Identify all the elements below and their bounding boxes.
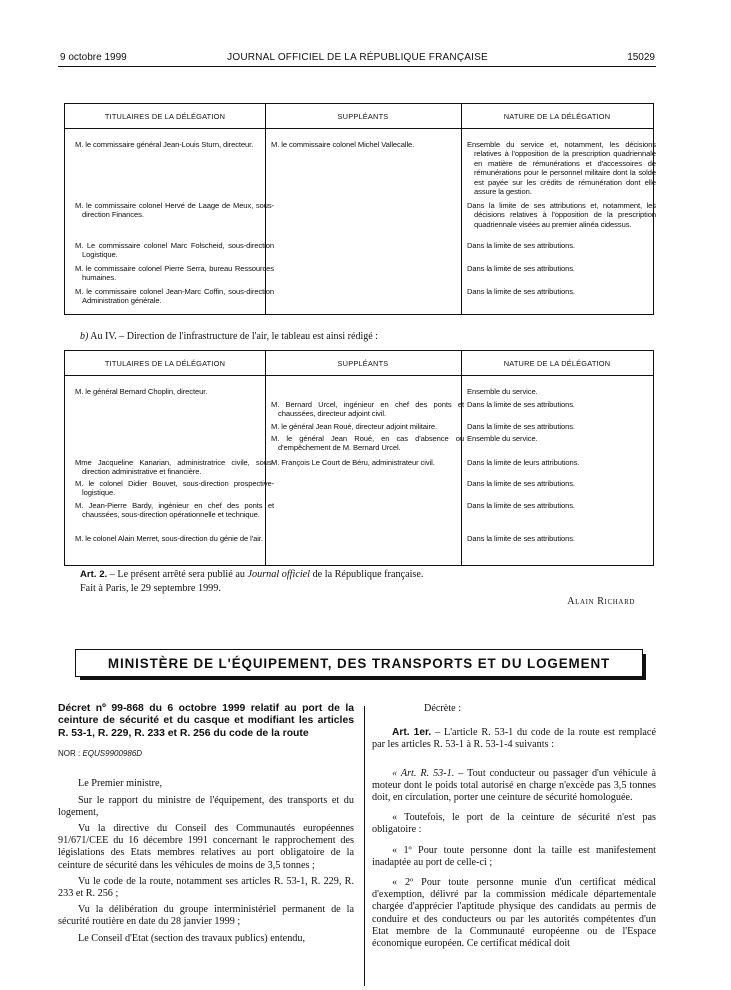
article-2: [80, 569, 423, 581]
article-2-text-a: – Le présent arrêté sera publié au: [107, 569, 248, 580]
table-cell: M. le commissaire colonel Michel Vallecalle.: [271, 140, 415, 149]
nor-label: NOR :: [58, 749, 83, 759]
decree-paragraph: Vu la délibération du groupe interministériel permanent de la sécurité routière en date du 28 janvier 1999 ;: [58, 904, 354, 928]
table-cell: M. Bernard Urcel, ingénieur en chef des ponts et chaussées, directeur adjoint civil.: [271, 400, 464, 419]
col-header-suppleants: SUPPLÉANTS: [337, 359, 389, 368]
table-cell: Dans la limite de ses attributions.: [467, 400, 575, 409]
article-r53-1-label: « Art. R. 53-1.: [392, 767, 455, 779]
table-cell: Dans la limite de ses attributions.: [467, 241, 575, 250]
table-cell: Dans la limite de ses attributions et, notamment, les décisions relatives à l'opposition de la prescription quadriennale visées au premier alinéa cidessus.: [467, 201, 656, 229]
table-cell: Dans la limite de ses attributions.: [467, 479, 575, 488]
delegation-table-2: [64, 350, 654, 566]
table-header-row: [65, 104, 653, 129]
nor-value: EQUS9900986D: [82, 749, 143, 759]
header-rule: [58, 66, 656, 67]
page-number: 15029: [627, 52, 655, 63]
table-cell: M. le colonel Didier Bouvet, sous-direction prospective-logistique.: [75, 479, 274, 498]
table-header-row: [65, 351, 653, 376]
article-1: [372, 727, 656, 751]
signature: [567, 596, 635, 607]
decree-paragraph: Le Premier ministre,: [78, 778, 163, 790]
decree-paragraph: Sur le rapport du ministre de l'équipement, des transports et du logement,: [58, 794, 354, 818]
table-cell: M. le général Bernard Choplin, directeur.: [75, 387, 208, 396]
table-cell: M. François Le Court de Béru, administrateur civil.: [271, 458, 435, 467]
decree-left-column: [58, 703, 354, 945]
table-cell: Dans la limite de ses attributions.: [467, 264, 575, 273]
decree-right-column: [372, 703, 656, 950]
ministry-banner: [75, 649, 643, 677]
nor-reference: [58, 748, 354, 760]
table-cell: Mme Jacqueline Kanarian, administratrice civile, sous-direction administrative et financière.: [75, 458, 274, 477]
decree-title: Décret nº 99-868 du 6 octobre 1999 relatif au port de la ceinture de sécurité et du casque et modifiant les articles R. 53-1, R. 229, R. 233 et R. 256 du code de la route: [58, 703, 354, 739]
signature-name: Alain Richard: [567, 596, 635, 607]
table-cell: Dans la limite de leurs attributions.: [467, 458, 580, 467]
col-header-suppleants: SUPPLÉANTS: [337, 112, 389, 121]
article-1-label: Art. 1er.: [392, 727, 432, 739]
decree-paragraph: Vu la directive du Conseil des Communautés européennes 91/671/CEE du 16 décembre 1991 concernant le rapprochement des législations des Etats membres relatives au port obligatoire de la ceinture de sécurité dans les véhicules de moins de 3,5 tonnes ;: [58, 823, 354, 871]
col-header-nature: NATURE DE LA DÉLÉGATION: [503, 359, 611, 368]
table-cell: M. Le commissaire colonel Marc Folscheid, sous-direction Logistique.: [75, 241, 274, 260]
table-cell: Dans la limite de ses attributions.: [467, 422, 575, 431]
table-cell: Ensemble du service.: [467, 434, 538, 443]
article-r53-1: [372, 768, 656, 805]
table-cell: M. Jean-Pierre Bardy, ingénieur en chef des ponts et chaussées, sous-direction opérationnelle et technique.: [75, 501, 274, 520]
decree-paragraph: « Toutefois, le port de la ceinture de sécurité n'est pas obligatoire :: [372, 812, 656, 836]
article-1-text: – L'article R. 53-1 du code de la route est remplacé par les articles R. 53-1 à R. 53-1-4 suivants :: [372, 727, 656, 751]
table-cell: Dans la limite de ses attributions.: [467, 287, 575, 296]
table-cell: M. le commissaire colonel Hervé de Laage de Meux, sous-direction Finances.: [75, 201, 274, 220]
intro-b-text: Au IV. – Direction de l'infrastructure de l'air, le tableau est ainsi rédigé :: [88, 331, 378, 342]
column-rule: [364, 706, 365, 986]
table-cell: Ensemble du service et, notamment, les décisions relatives à l'opposition de la prescription quadriennale en matière de rémunérations et d'accessoires de rémunérations pour le personnel militaire dont la solde est payée sur les crédits de rémunération dont elle assure la gestion.: [467, 140, 656, 197]
table-cell: Dans la limite de ses attributions.: [467, 501, 575, 510]
page-header: [60, 52, 655, 66]
intro-b: [80, 331, 378, 343]
decrete: Décrète :: [424, 703, 462, 714]
intro-b-letter: b): [80, 331, 89, 342]
done-at: Fait à Paris, le 29 septembre 1999.: [80, 583, 221, 594]
ministry-title: MINISTÈRE DE L'ÉQUIPEMENT, DES TRANSPORTS ET DU LOGEMENT: [107, 656, 611, 671]
table-cell: M. le commissaire colonel Pierre Serra, bureau Ressources humaines.: [75, 264, 274, 283]
decree-paragraph: Le Conseil d'Etat (section des travaux publics) entendu,: [78, 932, 306, 944]
decree-paragraph: Vu le code de la route, notamment ses articles R. 53-1, R. 229, R. 233 et R. 256 ;: [58, 875, 354, 900]
table-cell: M. le commissaire général Jean-Louis Sturn, directeur.: [75, 140, 254, 149]
table-cell: M. le commissaire colonel Jean-Marc Coffin, sous-direction Administration générale.: [75, 287, 274, 306]
article-2-text-b: de la République française.: [310, 569, 424, 580]
table-cell: M. le général Jean Roué, en cas d'absence ou d'empêchement de M. Bernard Urcel.: [271, 434, 464, 453]
issue-date: 9 octobre 1999: [60, 52, 127, 63]
article-2-label: Art. 2.: [80, 569, 108, 580]
col-header-titulaires: TITULAIRES DE LA DÉLÉGATION: [104, 359, 226, 368]
table-cell: M. le colonel Alain Merret, sous-direction du génie de l'air.: [75, 534, 263, 543]
delegation-table-1: [64, 103, 654, 315]
col-header-nature: NATURE DE LA DÉLÉGATION: [503, 112, 611, 121]
article-r53-1-text: – Tout conducteur ou passager d'un véhicule à moteur dont le poids total autorisé en charge n'excède pas 3,5 tonnes doit, en circulation, porter une ceinture de sécurité homologuée.: [372, 767, 656, 804]
table-cell: Ensemble du service.: [467, 387, 538, 396]
article-2-journal: Journal officiel: [247, 569, 311, 580]
column-divider: [461, 104, 462, 314]
table-cell: M. le général Jean Roué, directeur adjoint militaire.: [271, 422, 438, 431]
journal-title: JOURNAL OFFICIEL DE LA RÉPUBLIQUE FRANÇAISE: [227, 52, 488, 63]
decree-paragraph: « 1º Pour toute personne dont la taille est manifestement inadaptée au port de celle-ci ;: [372, 844, 656, 868]
decree-paragraph: « 2º Pour toute personne munie d'un certificat médical d'exemption, délivré par la commission médicale départementale chargée d'apprécier l'aptitude physique des candidats au permis de conduire et des conducteurs ou par les autorités compétentes d'un Etat membre de la Communauté européenne ou de l'Espace économique européen. Ce certificat médical doit: [372, 877, 656, 950]
col-header-titulaires: TITULAIRES DE LA DÉLÉGATION: [104, 112, 226, 121]
table-cell: Dans la limite de ses attributions.: [467, 534, 575, 543]
